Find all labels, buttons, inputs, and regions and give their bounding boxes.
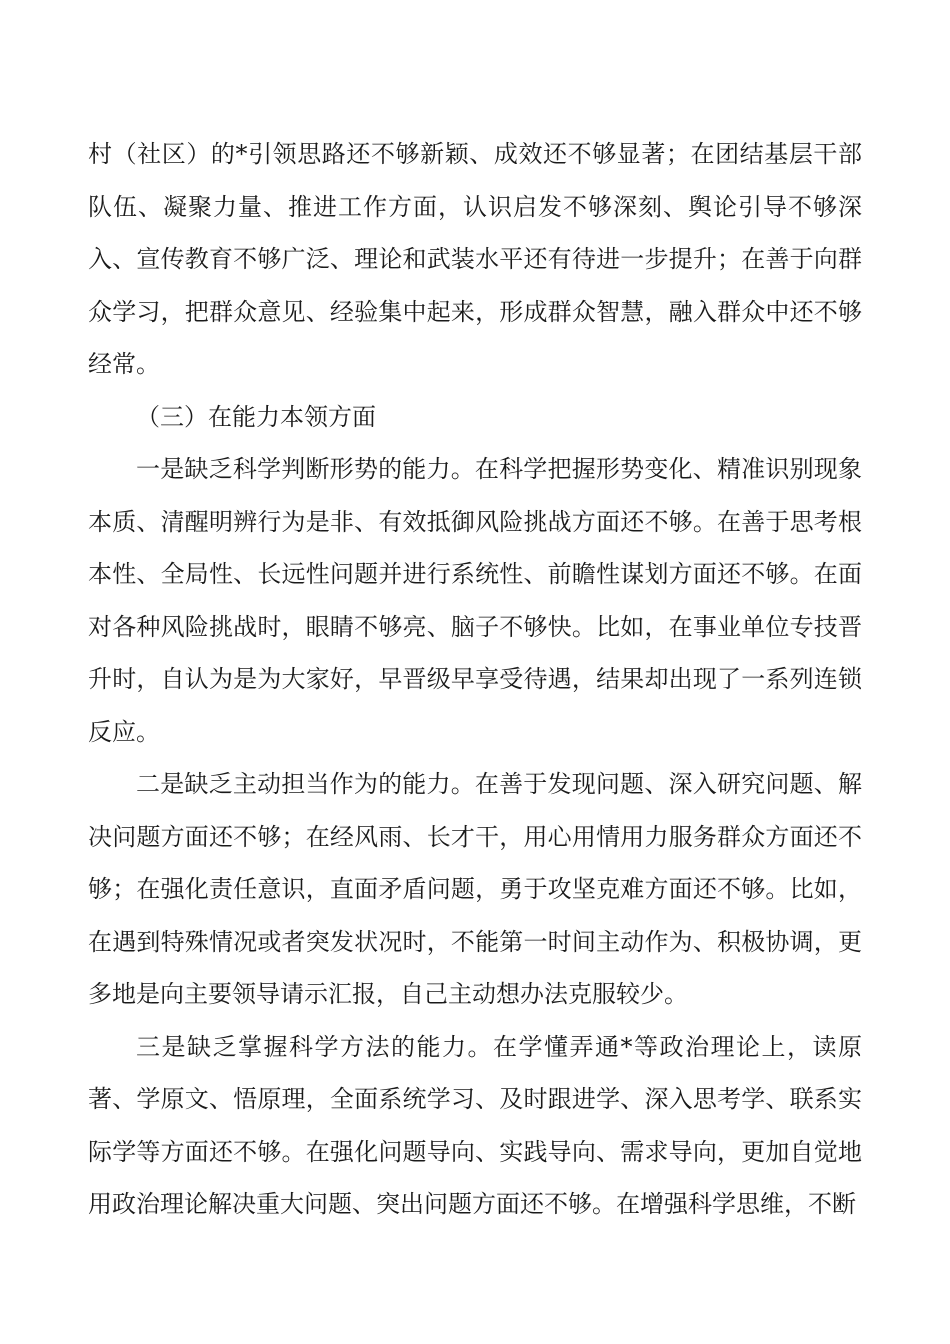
paragraph-judgment: 一是缺乏科学判断形势的能力。在科学把握形势变化、精准识别现象本质、清醒明辨行为是非、有效抵御风险挑战方面还不够。在善于思考根本性、全局性、长远性问题并进行系统性、前瞻性谋划方面还不够。在面对各种风险挑战时，眼睛不够亮、脑子不够快。比如，在事业单位专技晋升时，自认为是为大家好，早晋级早享受待遇，结果却出现了一系列连锁反应。 — [88, 455, 862, 746]
paragraph-responsibility: 二是缺乏主动担当作为的能力。在善于发现问题、深入研究问题、解决问题方面还不够；在经风雨、长才干，用心用情用力服务群众方面还不够；在强化责任意识，直面矛盾问题，勇于攻坚克难方面还不够。比如，在遇到特殊情况或者突发状况时，不能第一时间主动作为、积极协调，更多地是向主要领导请示汇报，自己主动想办法克服较少。 — [88, 770, 862, 1008]
document-body — [88, 128, 862, 1231]
paragraph-continuation: 村（社区）的*引领思路还不够新颖、成效还不够显著；在团结基层干部队伍、凝聚力量、推进工作方面，认识启发不够深刻、舆论引导不够深入、宣传教育不够广泛、理论和武装水平还有待进一步提升；在善于向群众学习，把群众意见、经验集中起来，形成群众智慧，融入群众中还不够经常。 — [88, 140, 862, 378]
section-heading-ability: （三）在能力本领方面 — [136, 402, 376, 431]
paragraph-method: 三是缺乏掌握科学方法的能力。在学懂弄通*等政治理论上，读原著、学原文、悟原理，全面系统学习、及时跟进学、深入思考学、联系实际学等方面还不够。在强化问题导向、实践导向、需求导向，更加自觉地用政治理论解决重大问题、突出问题方面还不够。在增强科学思维，不断 — [88, 1032, 862, 1218]
